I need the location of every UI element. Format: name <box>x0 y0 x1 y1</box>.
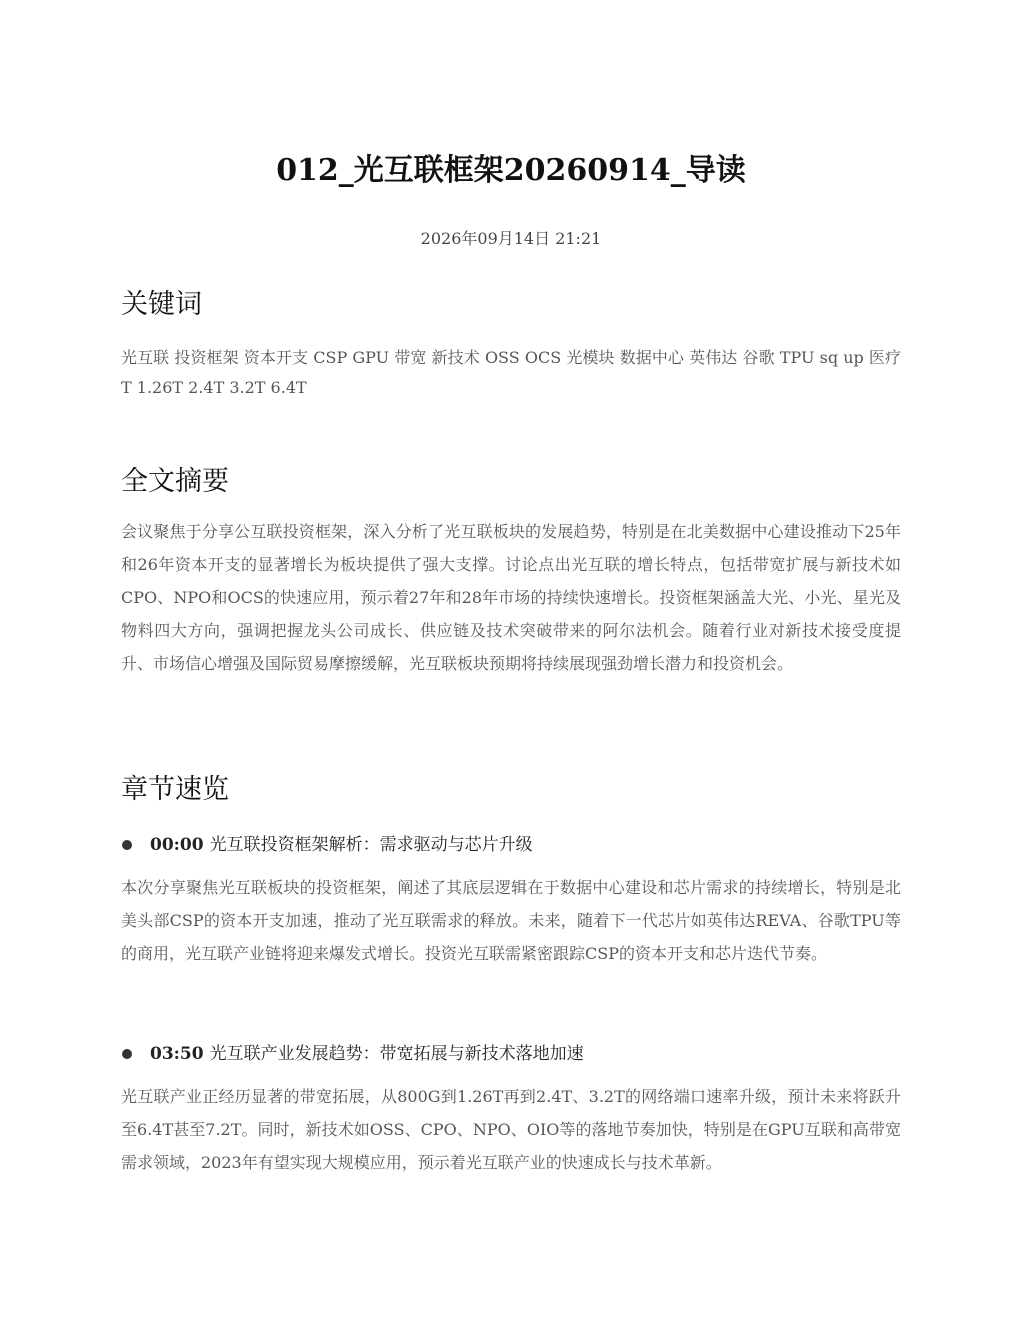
chapter-text: 光互联产业正经历显著的带宽拓展，从800G到1.26T再到2.4T、3.2T的网络端口速率升级，预计未来将跃升至6.4T甚至7.2T。同时，新技术如OSS、CPO、NPO、OIO等的落地节奏加快，特别是在GPU互联和高带宽需求领域，2023年有望实现大规模应用，预示着光互联产业的快速成长与技术革新。 <box>121 1087 901 1172</box>
summary-text: 会议聚焦于分享公互联投资框架，深入分析了光互联板块的发展趋势，特别是在北美数据中心建设推动下25年和26年资本开支的显著增长为板块提供了强大支撑。讨论点出光互联的增长特点，包括带宽扩展与新技术如CPO、NPO和OCS的快速应用，预示着27年和28年市场的持续快速增长。投资框架涵盖大光、小光、星光及物料四大方向，强调把握龙头公司成长、供应链及技术突破带来的阿尔法机会。随着行业对新技术接受度提升、市场信心增强及国际贸易摩擦缓解，光互联板块预期将持续展现强劲增长潜力和投资机会。 <box>121 522 901 673</box>
chapter-title: 光互联投资框架解析：需求驱动与芯片升级 <box>209 835 533 855</box>
keywords-text: 光互联 投资框架 资本开支 CSP GPU 带宽 新技术 OSS OCS 光模块 数据中心 英伟达 谷歌 TPU sq up 医疗 T 1.26T 2.4T 3.2T 6.4T <box>121 348 901 397</box>
chapter-title: 光互联产业发展趋势：带宽拓展与新技术落地加速 <box>209 1044 584 1064</box>
chapter-time: 03:50 <box>150 1044 204 1064</box>
chapter-time: 00:00 <box>150 835 204 855</box>
keywords-heading: 关键词 <box>121 289 202 320</box>
summary-heading: 全文摘要 <box>121 466 229 497</box>
bullet-icon <box>122 1049 132 1059</box>
chapter-item-heading <box>121 832 901 858</box>
chapters-heading: 章节速览 <box>121 774 229 805</box>
bullet-icon <box>122 840 132 850</box>
document-title: 012_光互联框架20260914_导读 <box>276 153 746 188</box>
chapter-item-heading <box>121 1041 901 1067</box>
chapter-text: 本次分享聚焦光互联板块的投资框架，阐述了其底层逻辑在于数据中心建设和芯片需求的持续增长，特别是北美头部CSP的资本开支加速，推动了光互联需求的释放。未来，随着下一代芯片如英伟达REVA、谷歌TPU等的商用，光互联产业链将迎来爆发式增长。投资光互联需紧密跟踪CSP的资本开支和芯片迭代节奏。 <box>121 878 901 963</box>
document-date: 2026年09月14日 21:21 <box>420 229 602 248</box>
